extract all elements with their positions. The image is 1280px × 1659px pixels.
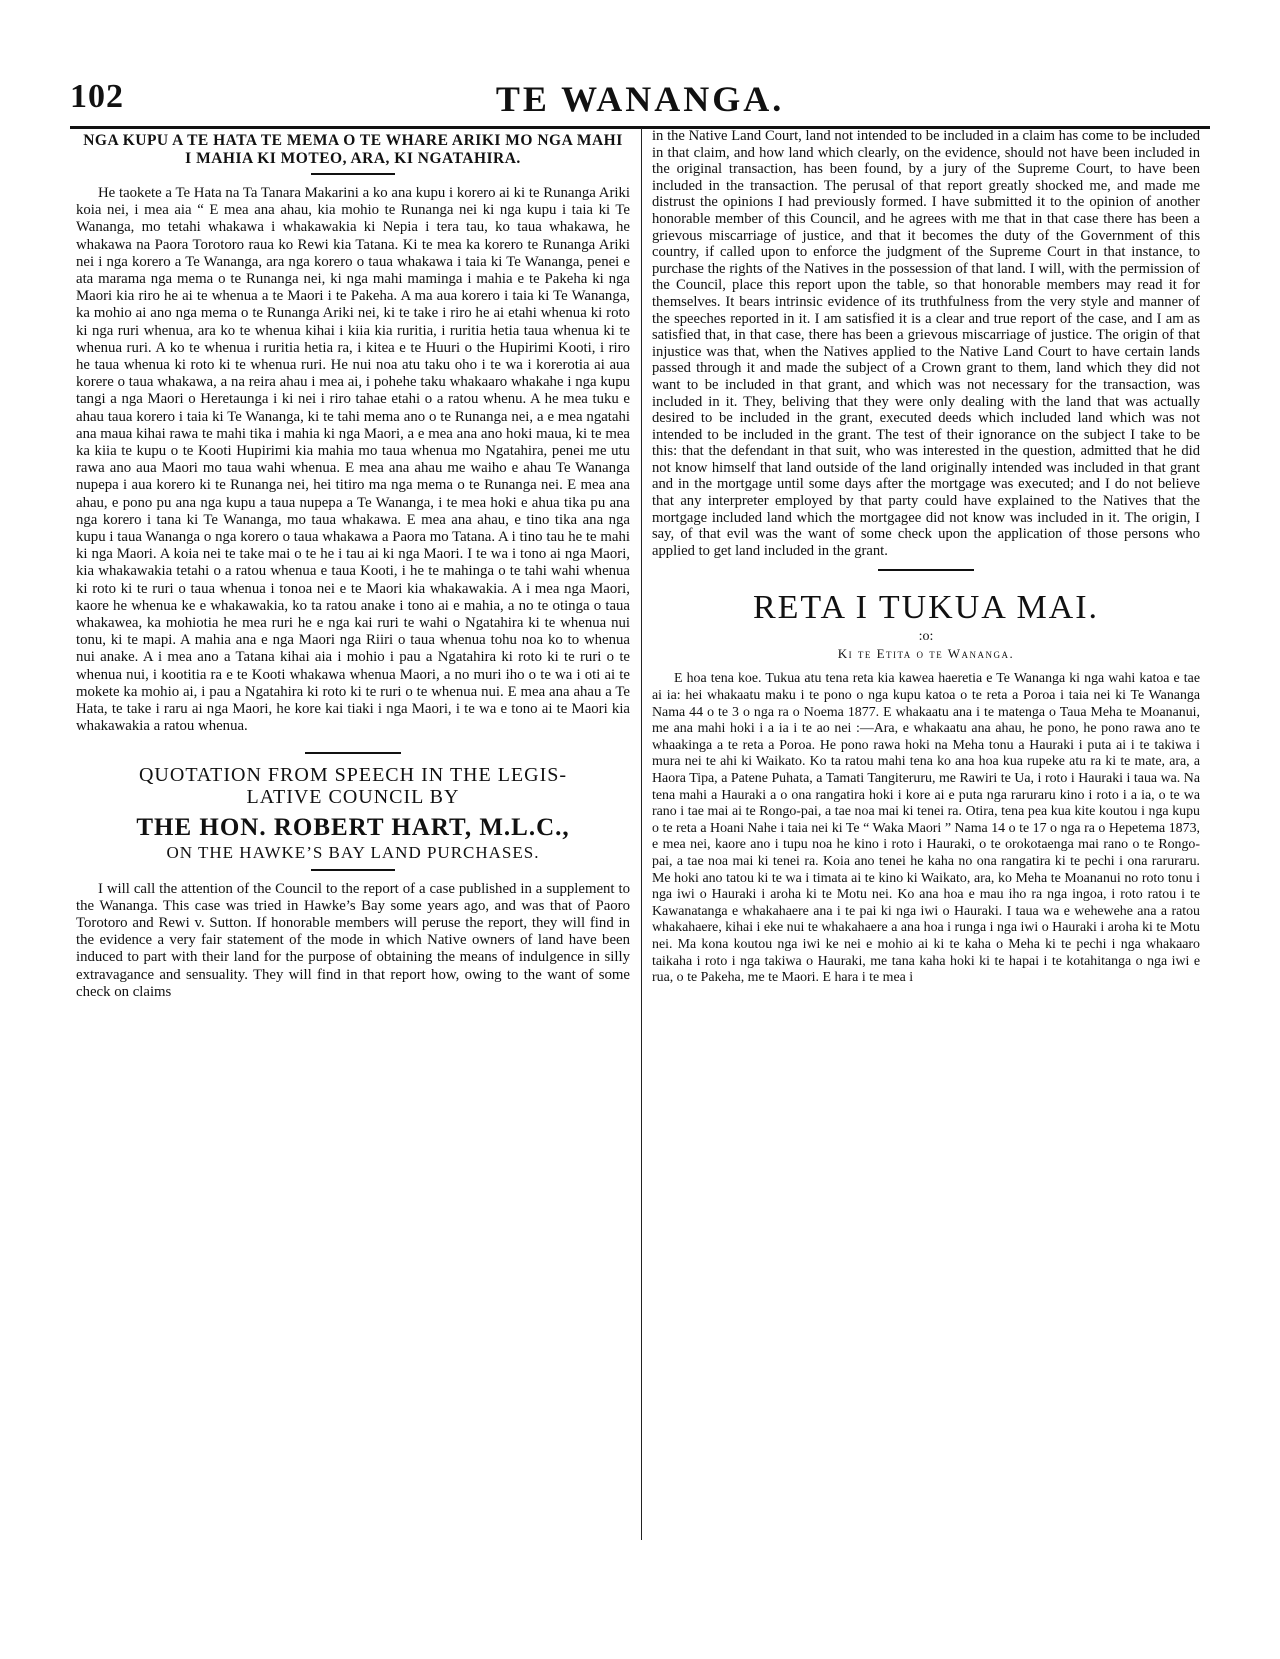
speech-paragraph: I will call the attention of the Council to the report of a case published in a supplement to the Wananga. This case was tried in Hawke’s Bay some years ago, and was that of Paoro Torotoro and Rewi v. Sutton. If honorable members will peruse the report, they will find in the evidence a very fair statement of the mode in which Native owners of land have been induced to part with their land for the purpose of obtaining the means of indulgence in silly extravagance and sensuality. They will find in that report how, owing to the want of some check on claims bbox=[76, 880, 630, 1000]
reta-divider bbox=[878, 569, 974, 571]
maori-article-paragraph: He taokete a Te Hata na Ta Tanara Makarini a ko ana kupu i korero ai ki te Runanga Ariki koia nei, i mea aia “ E mea ana ahau, kia mohio te Runanga nei ki nga kupu i taia ki Te Wananga, mo tetahi whakawa i whakawakia ki Nepia i tera tau, ko taua whakawa, he whakawa na Paora Torotoro raua ko Rewi kia Tatana. Ki te mea ka korero te Runanga Ariki nei i nga korero a Te Wananga, ara nga korero o taua whakawa i taia ki Te Wananga, penei e ata marama nga mema o te Runanga nei, ki nga mahi maminga i mahia e te Pakeha ki nga Maori kia riro he ai te whenua a te Maori i te Pakeha. A ma aua korero i taia ki Te Wananga, ka mohio ai ano nga mema o te Runanga Ariki nei, ki te take i riro he ai etahi whenua ki roto ki nga ruri whenua, ara ko te whenua kihai i kiia kia ruritia, i ruritia hetia taua whenua ki te whenua ruri. A ko te whenua i ruritia hetia ra, i kitea e te Huuri o the Hupirimi Kooti, i riro he taua whenua ki roto ki te whenua ruri. He nui noa atu taku oho i te wa i korerotia ai aua korere o taua whakawa, a na reira ahau i mea ai, i pohehe taku whakaaro whakahe i nga kupu tangi a nga Maori o Heretaunga i ki nei i riro tahae etahi o a ratou whenu. A he mea tuku e ahau taua korero i taia ki Te Wananga, ki te tahi mema ano o te Runanga nei, a e mea ngatahi ana maua kihai rawa te mahi tika i mahia ki nga Maori, a e mea ana ano hoki maua, ki te mea ka kiia te kupu o te Kooti Hupirimi kia mahia mo taua whenua mo Ngatahira, penei me utu rawa ano aua Maori mo taua wahi whenua. E mea ana ahau me waiho e ahau Te Wananga nupepa i aua korero ki te Runanga nei, hei titiro ma nga mema o te Runanga nei. E mea ana ahau, e pono pu ana nga kupu a taua nupepa a Te Wananga, i te mea hoki e ahua tika pu ana nga korero i tana ki Te Wananga, mo taua whakawa. E mea ana ahau, e tino tika ana nga kupu i taua Wananga o nga korero o taua whakawa a Paora mo Tatana. A i tino tau he te mahi ki nga Maori. A koia nei te take mai o te he i tau ai ki nga Maori. I te wa i tono ai nga Maori, kia whakawakia tetahi o a ratou whenua e taua Kooti, i he te mahinga o te tahi wahi whenua ki roto ki te ruri o taua whenua i tonoa nei e te Maori kia whakawakia. A i mea nga Maori, kaore he whenua ke e whakawakia, ko ta ratou anake i tono ai e mahia, a no te otinga o taua whakawea, ka mohiotia he mea ruri he e nga kai ruri te wahi o Ngatahira ki te whenua nui tonu, ki te mapi. A mahia ana e nga Maori nga Riiri o taua whenua tohu noa ko to whenua nui anake. A i mea ano a Tatana kihai aia i mohio i pau a Ngatahira ki roto ki te ruri o te whenua nui, i kootitia ra e te Kooti whakawa whenua Maori, a no muri iho o te wa i oti ai te mokete ka mohio ai, i pau a Ngatahira ki roto ki te ruri o te whenua nui. E mea ana ahau a Te Hata, te take i raru ai nga Maori, he kore kai tiaki i nga Maori, i te wa e tono ai te Maori kia whakawakia a ratou whenua. bbox=[76, 185, 630, 735]
quotation-speaker: THE HON. ROBERT HART, M.L.C., bbox=[136, 813, 570, 841]
column-rule bbox=[641, 128, 642, 1540]
quotation-heading-line2: LATIVE COUNCIL BY bbox=[246, 785, 460, 808]
page-number: 102 bbox=[70, 78, 124, 115]
right-column bbox=[652, 128, 1200, 987]
left-column bbox=[76, 128, 630, 1001]
section-divider bbox=[305, 752, 401, 754]
masthead-title: TE WANANGA. bbox=[495, 79, 785, 119]
reta-letter-body: E hoa tena koe. Tukua atu tena reta kia kawea haeretia e Te Wananga ki nga wahi katoa e tae ai ia: hei whakaatu maku i te pono o nga kupu katoa o te reta a Poroa i taia nei ki Te Wananga Nama 44 o te 3 o nga ra o Noema 1877. E whakaatu ana i te matenga o Taua Meha te Moananui, me ana mahi hoki i a ia i te ao nei :—Ara, e whakaatu ana ahau, he pono, he pono rawa ano te whaakinga a te reta a Poroa. He pono rawa hoki na Meha tonu a Hauraki i puta ai i te takiwa i mura nei te ahi ki Waikato. Ko ta ratou mahi tena ko ana hoa kua rupeke atu ra ki te mate, ara, a Haora Tipa, a Patene Puhata, a Tamati Tangiteruru, me Rawiri te Ua, i roto i Hauraki i taua wa. Na tena mahi a Hauraki a o ona rangatira hoki i kore ai e puta nga raruraru kino i roto i a ia, o te wa rano i tae mai ai te Rongo-pai, a tae noa mai ki tenei ra. Otira, tena pea kua kite koutou i nga kupu o te reta a Hoani Nahe i taia nei ki Te “ Waka Maori ” Nama 14 o te 17 o nga ra o Hepetema 1873, e mea nei, kaore ano i tupu noa he kino i roto i Hauraki, o te orokotaenga mai rano o te Rongo-pai, a tae noa mai ki tenei ra. Koia ano tenei he kaha no ona rangatira ki te pechi i ona raruraru. Me hoki ano tatou ki te wa i timata ai te kino ki Waikato, ara, ko Meha te Moananui no roto tonu i nga iwi o Hauraki i aroha ki te Motu nei. Ko ana hoa e mau iho ra nga ingoa, i roto ratou i te Kawanatanga e whakahaere ana i te pai ki nga iwi o Hauraki. I taua wa e wehewehe ana a ratou whakahaere, kihai i eke nui te whakahaere a ana hoa i runga i nga iwi o Hauraki i aroha ki te Motu nei. Ma kona koutou nga iwi ke nei e mohio ai ki te kaha o Meha ki te pechi i nga whakaaro taikaha i roto i nga takiwa o Hauraki, me tana kaha hoki ki te hapai i te kotahitanga o nga iwi e rua, o te Pakeha, me te Maori. E hara i te mea i bbox=[652, 671, 1200, 986]
heading-rule bbox=[311, 173, 395, 175]
reta-title: RETA I TUKUA MAI. bbox=[752, 589, 1100, 627]
reta-addressee: Ki te Etita o te Wananga. bbox=[837, 646, 1015, 662]
reta-ornament: :o: bbox=[918, 629, 934, 645]
speech-continuation: in the Native Land Court, land not intended to be included in a claim has come to be included in that claim, and how land which clearly, on the evidence, should not have been included in the original transaction, has been found, by a jury of the Supreme Court, to have been included in the transaction. The perusal of that report greatly shocked me, and made me distrust the opinions I had previously formed. I have submitted it to the opinion of another honorable member of this Council, and he agrees with me that in that case there has been a grievous miscarriage of justice, and that it becomes the duty of the Government of this country, if called upon to enforce the judgment of the Supreme Court in that instance, to purchase the rights of the Natives in the possession of that land. I will, with the permission of the Council, place this report upon the table, so that honorable members may read it for themselves. It bears intrinsic evidence of its truthfulness from the very style and manner of the speeches reported in it. I am satisfied it is a clear and true report of the case, and I am as satisfied that, in that case, there has been a grievous miscarriage of justice. The origin of that injustice was that, when the Natives applied to the Native Land Court to have certain lands passed through it and made the subject of a Crown grant to them, land which they did not want to be included in that grant, and which was not necessary for the transaction, was included in it. They, beliving that they were only dealing with the land that was actually desired to be included in the grant, executed deeds which included land which was not intended to be included in the grant. The test of their ignorance on the subject I take to be this: that the defendant in that suit, who was interested in the question, admitted that he did not know himself that land outside of the land originally intended was included in that grant and in the mortgage until some days after the mortgage was executed; and I do not believe that any interpreter employed by that party could have explained to the Natives that the mortgage included land which the mortgagee did not know was included in it. The origin, I say, of that evil was the want of some check upon the application of those persons who applied to get land included in the grant. bbox=[652, 128, 1200, 559]
maori-article-heading: NGA KUPU A TE HATA TE MEMA O TE WHARE ARIKI MO NGA MAHI I MAHIA KI MOTEO, ARA, KI NGATAHIRA. bbox=[83, 132, 623, 167]
quotation-heading-line1: QUOTATION FROM SPEECH IN THE LEGIS- bbox=[138, 763, 568, 786]
quotation-subject: ON THE HAWKE’S BAY LAND PURCHASES. bbox=[166, 842, 540, 862]
quotation-rule bbox=[311, 869, 395, 871]
